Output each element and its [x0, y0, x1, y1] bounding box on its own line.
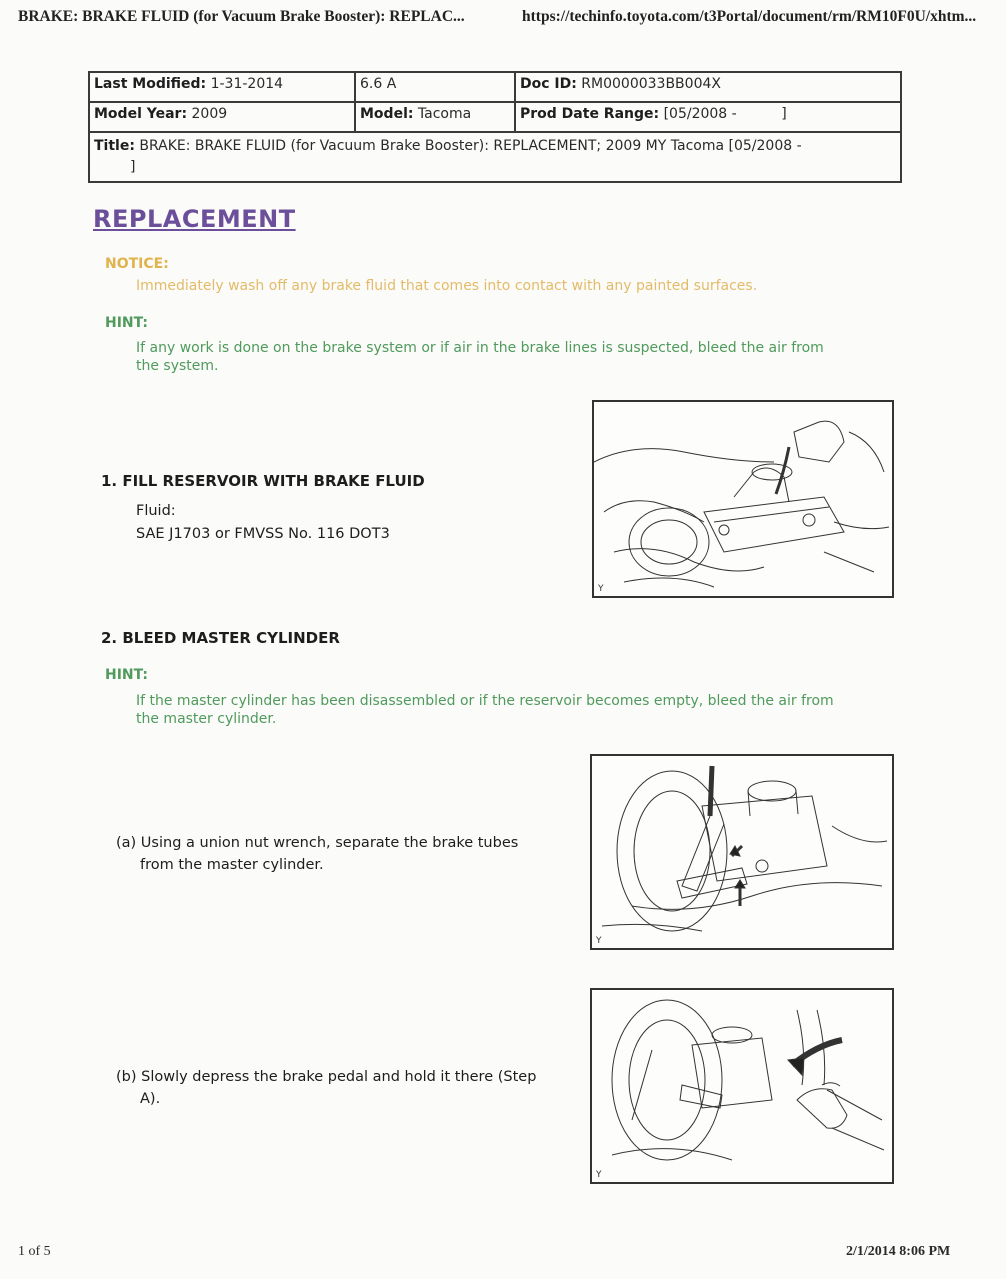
figure-label: Y	[598, 584, 604, 594]
page-heading: REPLACEMENT	[93, 205, 296, 233]
print-datetime: 2/1/2014 8:06 PM	[846, 1244, 951, 1259]
title-cell: Title: BRAKE: BRAKE FLUID (for Vacuum Brake Booster): REPLACEMENT; 2009 MY Tacoma [05/2008 - ]	[89, 132, 901, 182]
figure-label: Y	[596, 1170, 602, 1180]
figure-depress-pedal	[590, 988, 894, 1184]
hint-text: If the master cylinder has been disassembled or if the reservoir becomes empty, bleed the air from the master cylinder.	[136, 693, 834, 727]
notice-label: NOTICE:	[105, 256, 169, 272]
last-modified-cell: Last Modified: 1-31-2014	[89, 72, 355, 102]
model-cell: Model: Tacoma	[355, 102, 515, 132]
print-header-title: BRAKE: BRAKE FLUID (for Vacuum Brake Booster): REPLAC...	[18, 8, 465, 25]
document-meta-table	[88, 71, 902, 183]
figure-union-nut-wrench	[590, 754, 894, 950]
page-number: 1 of 5	[18, 1244, 51, 1259]
prod-date-cell: Prod Date Range: [05/2008 - ]	[515, 102, 901, 132]
doc-id-cell: Doc ID: RM0000033BB004X	[515, 72, 901, 102]
notice-text: Immediately wash off any brake fluid that comes into contact with any painted surfaces.	[136, 278, 758, 294]
version-cell: 6.6 A	[355, 72, 515, 102]
fluid-spec: Fluid: SAE J1703 or FMVSS No. 116 DOT3	[136, 503, 390, 542]
model-year-cell: Model Year: 2009	[89, 102, 355, 132]
substep-a-text: (a) Using a union nut wrench, separate the brake tubes from the master cylinder.	[116, 835, 519, 873]
substep-b-text: (b) Slowly depress the brake pedal and hold it there (Step A).	[116, 1069, 537, 1107]
figure-fill-reservoir	[592, 400, 894, 598]
step-1-title: 1. FILL RESERVOIR WITH BRAKE FLUID	[101, 472, 425, 490]
step-2-title: 2. BLEED MASTER CYLINDER	[101, 629, 340, 647]
hint-label: HINT:	[105, 667, 149, 683]
print-header-url: https://techinfo.toyota.com/t3Portal/document/rm/RM10F0U/xhtm...	[522, 8, 977, 25]
figure-label: Y	[596, 936, 602, 946]
hint-label: HINT:	[105, 315, 149, 331]
hint-text: If any work is done on the brake system or if air in the brake lines is suspected, bleed the air from the system.	[136, 340, 824, 374]
